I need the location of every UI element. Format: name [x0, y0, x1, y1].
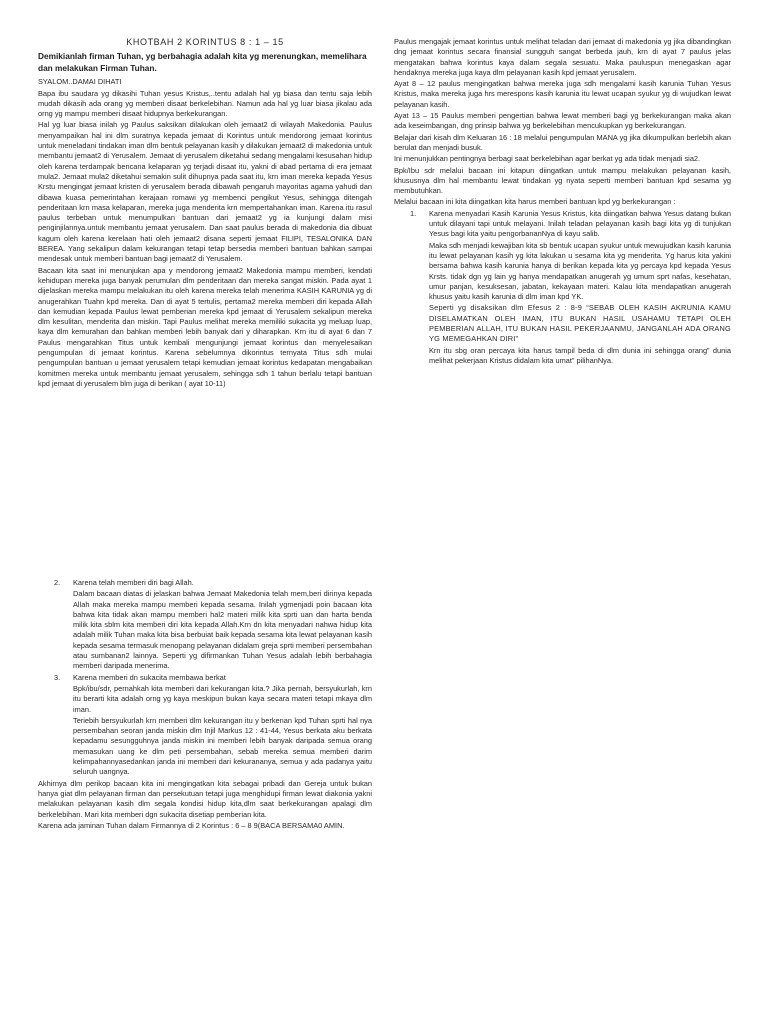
right-column: [394, 37, 731, 367]
body-paragraph: Hal yg luar biasa inilah yg Paulus saksikan dilakukan oleh jemaat2 di wilayah Makedonia. Paulus menyampaikan hal ini dlm suratnya kepada jemaat di Korintus untuk mendorong jemaat korintus untuk meneladani tindakan iman dlm bentuk pelayanan kasih y dilakukan jemaat2 di makedonia untuk membantu jemaat2 di Yerusalem. Jemaat di yerusalem diketahui sedang mengalami kesusahan hidup oleh karena terdampak bencana kelaparan yg terjadi disaat itu, yakni di abad pertama di era jemaat mula2. Jemaat mula2 diketahui semakin sulit dihupnya pada saat itu, krn iman mereka kepada Yesus Krstu mengingat jemaat kristen di yerusalem berada dibawah pengaruh mayoritas agama yahudi dan dibawa kuasa pemerintahan kerajaan romawi yg membenci pengikut Yesus, sehingga ditengah penderitaan krn masa kelaparan, mereka juga menderita krn mempertahankan iman. Karena itu rasul paulus terbeban untuk menumpulkan bantuan dari jemaat2 yg ia kunjungi dalam misi penginjilannya.untuk membantu jemaat yerusalem. Dan saat paulus berada di makedonia dia dibuat kagum oleh karena kerelaan hati oleh jemaat2 disana seperti jemaat FILIPI, TESALONIKA DAN BEREA. Yang sekalipun dalam kekurangan tetapi tetap bersedia memberi bantuan bahkan sampai mendesak untuk memberi bantuan bagi jemaat2 di Yerusalem.: [38, 120, 373, 264]
body-paragraph: Melalui bacaan ini kita diingatkan kita harus memberi bantuan kpd yg berkekurangan :: [394, 197, 676, 207]
point-text: Teriebih bersyukurlah krn memberi dlm kekurangan itu y berkenan kpd Tuhan sprti hal nya persembahan seoran janda miskin dlm Injil Markus 12 : 41-44, Yesus berkata aku berkata kepadamu sesungguhnya janda miskin ini memberi lebih banyak daripada semua orang memasukan uang ke dlm peti persembahan, sebab mereka semua memberi darim kelimpahannyasedankan janda ini memberi dari kekurananya, semua y ada padanya yaitu seluruh uangnya.: [73, 715, 372, 777]
lead-paragraph: Demikianlah firman Tuhan, yg berbahagia adalah kita yg merenungkan, memelihara dan melakukan Firman Tuhan.: [38, 51, 367, 73]
point-text: Karena menyadari Kasih Karunia Yesus Kristus, kita diingatkan bahwa Yesus datang bukan untuk dilayani tapi untuk melayani. Inilah teladan pelayanan kasih bagi kita yg di tunjukan Yesus bagi kita yaitu pengorbananNya di kayu salib.: [429, 208, 731, 239]
list-number: 2.: [54, 578, 61, 587]
point-text: Krn itu sbg oran percaya kita harus tampil beda di dlm dunia ini sehingga orang” dunia melihat pekerjaan Kristus didalam kita umat” pilihanNya.: [429, 345, 731, 365]
point-heading: Karena memberi dn sukacita membawa berkat: [73, 672, 226, 682]
list-number: 1.: [410, 208, 417, 218]
point-list: [38, 578, 372, 778]
body-paragraph: Bapa ibu saudara yg dikasihi Tuhan yesus Kristus,..tentu adalah hal yg biasa dan tentu saja lebih mudah dikasih ada orang yg memberi disaat berkelebihan. Namun ada hal yg luar biasa jikalau ada orng yg mampu memberi disaat hidupnya berkekurangan.: [38, 88, 372, 119]
body-paragraph: Ini menunjukkan pentingnya berbagi saat berkelebihan agar berkat yg ada tidak menjadi sia2.: [394, 154, 701, 164]
body-paragraph: Bacaan kita saat ini menunjukan apa y mendorong jemaat2 Makedonia mampu memberi, kendati kehidupan mereka juga banyak perumulan dlm penderitaan dan mereka sangat miskin. Pada ayat 1 dijelaskan mereka mampu melakukan itu oleh karena mereka telah menerima KASIH KARUNIA yg di anugerahkan Tuahn kpd mereka. Dan di ayat 5 tertulis, pertama2 mereka memberi diri kepada Allah dan kemudian kepada Paulus lewat pemberian mereka kpd jemaat di Yerusalem sekalipun mereka dlm kesulitan, menderita dan miskin. Tapi Paulus melihat mereka memiliki sukacita yg meluap luap, kaya dlm kemurahan dan bahkan memberi lebih banyak dari y diharapkan. Krn itu di ayat 6 dan 7 Paulus mengarahkan Titus untuk kembali mengunjungi jemaat korintus dan menyelesaikan pengumpulan di jemaat korintus. Karena sebelumnya dikorintus ternyata Titus sdh mulai pengumpulan bantuan u jemaat yerusalem tetapi kemudian jemaat korintus kedapatan mengabaikan komitmen mereka untuk membantu jemaat yerusalem, sehingga sdh 1 tahun berlalu tetapi bantuan kpd jemaat di yerusalem blm juga di berikan ( ayat 10-11): [38, 265, 372, 388]
left-column: [38, 37, 372, 390]
point-text: Dalam bacaan diatas di jelaskan bahwa Jemaat Makedonia telah mem,beri dirinya kepada Allah maka mereka mampu memberi kepada sesama. Inilah ygmenjadi poin bacaan kita bahwa kita tidak akan mampu memberi hal2 materi milik kita sprti uan dan harta benda milik kita sblm kita memberi diri kita kepada Allah.Krn dn kita menyadari nahwa hidup kita adalah milik Tuhan maka kita bisa berbuiat baik kepada sesama kita lewat pelayanan kasih kepada sesama termasuk menopang pelayanan didalam greja sprti memberi persembahan atau sumbanan2 lainnya. Seperti yg difirmankan Tuhan Yesus adalah lebih berbahagia memberi daripada menerima.: [73, 589, 372, 671]
bottom-column: [38, 578, 372, 832]
closing-paragraph: Akhirnya dlm perikop bacaan kita ini mengingatkan kita sebagai pribadi dan Gereja untuk bukan hanya giat dlm pelayanan firman dan persekutuan tetapi juga menghidupi firman lewat diakonia yakni melakukan pelayanan kasih dlm segala kondisi hidup kita,dlm saat berkekurangan apalagi dlm berkelebihan. Mari kita memberi dgn sukacita disetiap pemberian kita.: [38, 778, 372, 819]
list-item-point-3: [38, 673, 372, 778]
body-paragraph: Bpk/Ibu sdr melalui bacaan ini kitapun diingatkan untuk mampu melakukan pelayanan kasih, khususnya dlm hal membantu lewat tindakan yg nyata seperti memberi bantuan kpd sesama yg membutuhkan.: [394, 165, 731, 196]
scripture-quote: Seperti yg disaksikan dlm Efesus 2 : 8-9 “SEBAB OLEH KASIH AKRUNIA KAMU DISELAMATKAN OLEH IMAN, ITU BUKAN HASIL USAHAMU TETAPI OLEH PEMBERIAN ALLAH, ITU BUKAN HASIL PEKERJAANMU, JANGANLAH ADA ORANG YG MEMEGAHKAN DIRI”: [429, 303, 731, 344]
body-paragraph: Ayat 8 – 12 paulus mengingatkan bahwa mereka juga sdh mengalami kasih karunia Tuhan Yesus Kristus, maka mereka juga hrs merespons kasih karunia itu lewat ucapan syukur yg di wujudkan lewat pelayanan kasih.: [394, 79, 731, 109]
point-text: Bpk/ibu/sdr, pernahkah kita memberi dari kekurangan kita.? Jika pernah, bersyukurlah, krn itu berarti kita adalah orng yg kaya meskipun bukan kaya secara materi tetapi mkaya dlm iman.: [73, 683, 372, 714]
closing-paragraph: Karena ada jaminan Tuhan dalam Firmannya di 2 Korintus : 6 – 8 9(BACA BERSAMA0 AMIN.: [38, 820, 345, 830]
greeting: SYALOM..DAMAI DIHATI: [38, 77, 122, 87]
list-number: 3.: [54, 672, 61, 682]
document-title: KHOTBAH 2 KORINTUS 8 : 1 – 15: [126, 37, 284, 47]
point-list: [394, 209, 731, 366]
body-paragraph: Belajar dari kisah dlm Keluaran 16 : 18 melalui pengumpulan MANA yg jika dikumpulkan berlebih akan berulat dan menjadi busuk.: [394, 132, 731, 152]
point-heading: Karena telah memberi diri bagi Allah.: [73, 578, 194, 587]
list-item-point-2: [38, 578, 372, 672]
body-paragraph: Ayat 13 – 15 Paulus memberi pengertian bahwa lewat memberi bagi yg berkekurangan maka akan ada keseimbangan, dng prinsip bahwa yg berkelebihan mencukupkan yg berkekurangan.: [394, 111, 731, 131]
body-paragraph: Paulus mengajak jemaat korintus untuk melihat teladan dari jemaat di makedonia yg jika dibandingkan dng jemaat korintus secara finansial sungguh sangat berbeda jauh, krn di ayat 7 paulus jelas mengatakan bahwa korintus kaya dalam segala sesuatu. Maka pauluspun menegaskan agar hendaknya mereka juga kaya dlm pelayanan kasih kpd jemaat yerusalem.: [394, 37, 731, 77]
point-text: Maka sdh menjadi kewajiban kita sb bentuk ucapan syukur untuk mewujudkan kasih karunia itu lewat pelayanan kasih yg kita lakukan u sesama kita yg menderita. Yg harus kita yakini bersama bahwa kasih karunia hanya di berikan kepada kita yg percaya kpd kepada Yesus Krsts. tidak dgn yg lain yg hanya mendapatkan anugerah yg umum sprt nafas, kesehatan, umur panjan, kesuksesan, jabatan, kekayaan materi. Kalau kita mendapatkan anugerah khusus yaitu kasih karunia di dlm iman kpd YK.: [429, 240, 731, 302]
list-item-point-1: [394, 209, 731, 366]
